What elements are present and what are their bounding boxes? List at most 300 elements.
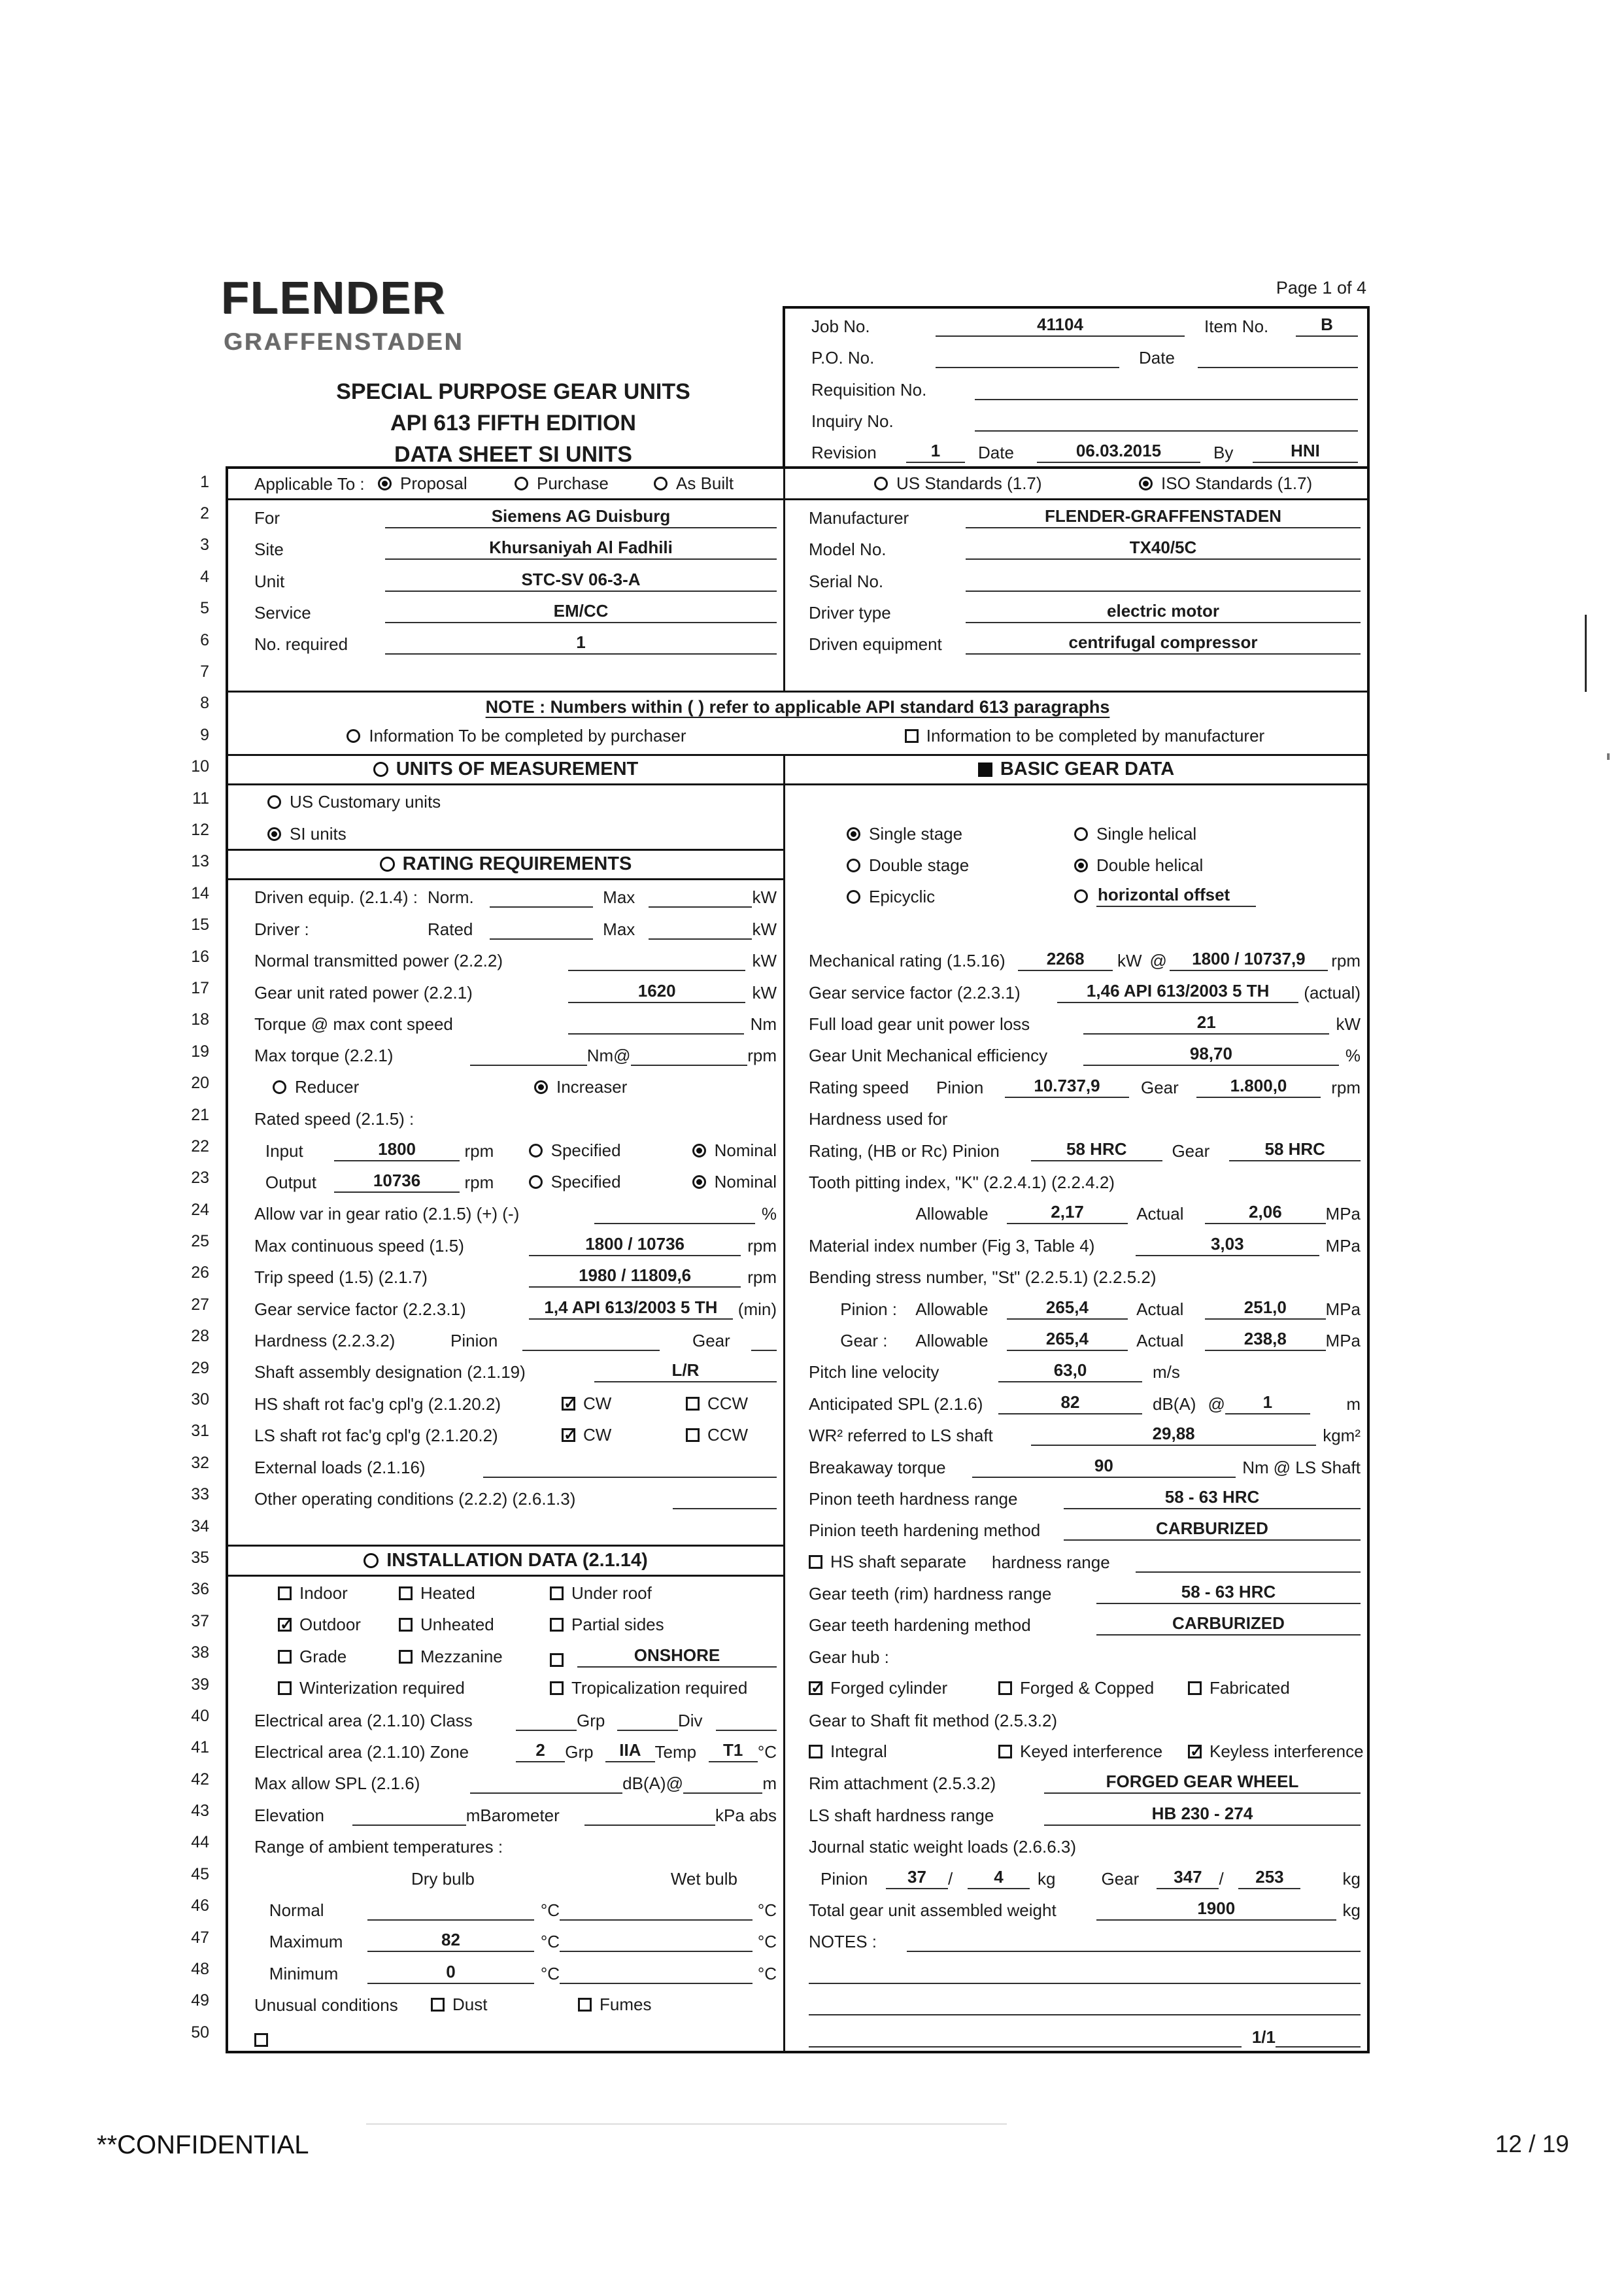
field-label: LS shaft hardness range	[809, 1805, 994, 1825]
field-label: Unit	[254, 571, 285, 591]
field-value-text: FLENDER-GRAFFENSTADEN	[1044, 505, 1282, 526]
form-cell-left	[228, 1292, 785, 1323]
form-cell-left	[228, 912, 785, 943]
field-value	[936, 366, 1119, 368]
field-value-text: EM/CC	[553, 600, 609, 621]
radio-label: Purchase	[537, 473, 609, 494]
radio-icon	[378, 477, 392, 490]
checkbox-icon	[686, 1428, 700, 1442]
form-cell-left	[228, 880, 785, 912]
form-row	[228, 532, 1367, 564]
checkbox-option	[998, 1741, 1188, 1762]
checkbox-label: Heated	[420, 1583, 475, 1603]
row-number: 18	[191, 1010, 209, 1029]
form-cell-left	[228, 1070, 785, 1101]
row-number-gutter	[183, 466, 214, 2049]
scan-artifact-line	[366, 2123, 1007, 2125]
confidential-watermark: **CONFIDENTIAL	[97, 2131, 309, 2159]
field-value	[809, 2013, 1361, 2015]
radio-icon	[847, 859, 860, 872]
field-label: Gear	[692, 1330, 730, 1350]
form-cell-right	[785, 1133, 1367, 1165]
radio-label: Epicyclic	[869, 887, 936, 907]
row-number: 5	[200, 599, 209, 618]
row-number: 3	[200, 536, 209, 555]
field-label: Gear :	[840, 1330, 888, 1350]
checkbox-option	[278, 1583, 399, 1604]
radio-option	[692, 1172, 777, 1193]
row-number: 4	[200, 567, 209, 586]
field-value	[1276, 2046, 1361, 2048]
checkbox-option	[399, 1647, 550, 1668]
field-label: kg	[1342, 1868, 1361, 1889]
row-number: 33	[191, 1485, 209, 1504]
checkbox-option	[278, 1678, 550, 1699]
field-value	[1044, 1772, 1361, 1794]
field-label: Inquiry No.	[811, 411, 894, 431]
field-label: (actual)	[1304, 982, 1361, 1002]
checkbox-option	[431, 1995, 578, 2015]
row-number: 44	[191, 1833, 209, 1852]
field-value	[673, 1507, 777, 1509]
field-value-text: Khursaniyah Al Fadhili	[489, 538, 673, 558]
radio-option	[378, 473, 515, 494]
form-row	[228, 1133, 1367, 1165]
form-cell-right	[785, 1513, 1367, 1545]
field-label: Hardness (2.2.3.2)	[254, 1330, 396, 1350]
radio-option	[1074, 824, 1196, 845]
field-label: Barometer	[480, 1805, 560, 1825]
form-row	[228, 1482, 1367, 1513]
checkbox-option	[1188, 1741, 1364, 1762]
radio-label: Specified	[550, 1171, 621, 1191]
checkbox-label: CCW	[707, 1393, 749, 1413]
field-value	[709, 1740, 758, 1762]
field-value	[1170, 949, 1328, 971]
radio-label: horizontal offset	[1096, 885, 1256, 907]
row-number: 47	[191, 1928, 209, 1947]
datasheet-form	[226, 466, 1370, 2053]
row-number: 26	[191, 1263, 209, 1282]
field-value	[605, 1740, 654, 1762]
field-label: Output	[265, 1172, 316, 1192]
title-line-1: SPECIAL PURPOSE GEAR UNITS	[336, 379, 690, 404]
radio-icon	[515, 477, 528, 490]
checkbox-icon	[998, 1745, 1012, 1758]
field-label: 1/1	[1251, 2027, 1276, 2047]
field-value-text: B	[1321, 315, 1333, 335]
row-number: 13	[191, 852, 209, 871]
checkbox-label: Keyless interference	[1210, 1741, 1364, 1762]
job-row	[785, 340, 1367, 371]
form-cell-left	[228, 1102, 785, 1133]
field-value-text: 1	[1262, 1392, 1273, 1412]
field-value	[1007, 1202, 1127, 1224]
field-value	[1018, 949, 1113, 971]
checkbox-option	[809, 1552, 985, 1573]
checkbox-label: Keyed interference	[1020, 1741, 1163, 1762]
radio-option	[267, 824, 347, 845]
form-row	[228, 500, 1367, 532]
field-label: rpm	[1331, 951, 1361, 971]
field-value-text: 1900	[1197, 1898, 1236, 1918]
radio-label: As Built	[676, 473, 734, 494]
field-value	[809, 2046, 1242, 2048]
form-row	[228, 1988, 1367, 2019]
field-label: kW	[752, 951, 777, 971]
form-row	[228, 1639, 1367, 1671]
form-row	[228, 1418, 1367, 1450]
field-label: kW	[1117, 951, 1142, 971]
checkbox-label: Partial sides	[571, 1615, 664, 1635]
field-label: LS shaft rot fac'g cpl'g (2.1.20.2)	[254, 1426, 498, 1446]
field-value-text: ONSHORE	[634, 1645, 720, 1665]
field-label: Gear to Shaft fit method (2.5.3.2)	[809, 1710, 1058, 1730]
form-cell-left	[228, 1861, 785, 1893]
field-value	[1096, 1582, 1361, 1604]
field-label: Dry bulb	[411, 1868, 475, 1889]
radio-option	[267, 792, 441, 813]
form-cell-left	[228, 1260, 785, 1292]
field-value-text: 3,03	[1210, 1233, 1244, 1254]
field-value	[470, 1792, 622, 1794]
form-row	[228, 659, 1367, 690]
field-value	[972, 1456, 1236, 1478]
checkbox-label: Grade	[299, 1646, 347, 1666]
form-cell-left	[228, 1639, 785, 1671]
field-label: Gear hub :	[809, 1647, 889, 1667]
checkbox-icon	[809, 1681, 822, 1695]
form-cell-left	[228, 1418, 785, 1450]
row-number: 31	[191, 1422, 209, 1441]
checkbox-label: Mezzanine	[420, 1646, 503, 1666]
field-value	[975, 398, 1358, 400]
form-cell-right	[785, 944, 1367, 975]
field-label: Gear service factor (2.2.3.1)	[254, 1299, 466, 1319]
field-label: Allowable	[915, 1330, 989, 1350]
form-cell-left	[228, 2019, 785, 2051]
field-label: Elevation	[254, 1805, 324, 1825]
field-label: rpm	[747, 1046, 777, 1066]
radio-icon	[273, 1080, 286, 1094]
radio-option	[874, 473, 1139, 494]
form-cell-right	[785, 1830, 1367, 1861]
field-label: Item No.	[1204, 317, 1269, 337]
form-row	[228, 1577, 1367, 1608]
field-value-text: 2,06	[1249, 1202, 1282, 1222]
form-cell-left	[228, 817, 785, 848]
checkbox-icon	[905, 729, 919, 743]
form-cell-left	[228, 1513, 785, 1545]
checkbox-label: Information to be completed by manufacturer	[926, 726, 1265, 746]
field-value-text: HNI	[1291, 441, 1320, 461]
form-cell-left	[228, 1671, 785, 1703]
checkbox-label: Under roof	[571, 1583, 652, 1603]
field-label: External loads (2.1.16)	[254, 1457, 426, 1477]
field-label: Allow var in gear ratio (2.1.5) (+) (-)	[254, 1204, 520, 1224]
field-label: °C	[757, 1742, 777, 1762]
form-cell-left	[228, 1228, 785, 1259]
field-label: P.O. No.	[811, 348, 875, 368]
radio-icon	[267, 795, 281, 809]
radio-icon	[654, 477, 668, 490]
field-label: °C	[757, 1900, 777, 1920]
field-value	[385, 632, 777, 655]
row-number: 39	[191, 1675, 209, 1694]
form-cell-right	[785, 1482, 1367, 1513]
field-label: Bending stress number, "St" (2.2.5.1) (2.2.5.2)	[809, 1267, 1157, 1288]
form-cell-left	[228, 500, 785, 532]
form-cell-right	[785, 1355, 1367, 1386]
field-label: Material index number (Fig 3, Table 4)	[809, 1235, 1095, 1256]
form-cell-right	[785, 500, 1367, 532]
radio-option	[847, 855, 1074, 876]
checkbox-icon	[809, 1555, 822, 1569]
graffenstaden-logo: GRAFFENSTADEN	[224, 328, 464, 355]
checkbox-label: Forged & Copped	[1020, 1678, 1155, 1698]
checkbox-option	[578, 1995, 651, 2015]
field-value	[1196, 1076, 1321, 1098]
row-number: 36	[191, 1580, 209, 1599]
checkbox-option	[562, 1425, 686, 1446]
radio-option	[1139, 473, 1312, 494]
scan-artifact-speck	[1607, 753, 1610, 760]
form-row	[228, 1861, 1367, 1893]
form-row	[228, 975, 1367, 1006]
row-number: 35	[191, 1548, 209, 1567]
field-label: Unusual conditions	[254, 1995, 398, 2015]
form-cell-right	[785, 659, 1367, 690]
field-value-text: 2,17	[1051, 1202, 1084, 1222]
row-number: 45	[191, 1864, 209, 1883]
form-cell-right	[785, 1292, 1367, 1323]
field-label: Range of ambient temperatures :	[254, 1837, 503, 1857]
field-label: %	[761, 1204, 777, 1224]
field-label: %	[1345, 1046, 1361, 1066]
row-number: 9	[200, 725, 209, 744]
field-value-text: 1800 / 10736	[585, 1233, 685, 1254]
form-cell-left	[228, 1577, 785, 1608]
form-cell-right	[785, 975, 1367, 1006]
field-value	[516, 1729, 577, 1731]
field-value	[1205, 1329, 1325, 1351]
field-label: Serial No.	[809, 571, 884, 591]
field-value-text: 06.03.2015	[1075, 441, 1162, 461]
row-number: 25	[191, 1232, 209, 1251]
row-number: 7	[200, 662, 209, 681]
field-value	[1225, 1392, 1310, 1414]
row-number: 38	[191, 1643, 209, 1662]
form-cell-left	[228, 596, 785, 627]
checkbox-icon	[278, 1681, 292, 1695]
row-number: 22	[191, 1137, 209, 1156]
row-number: 28	[191, 1327, 209, 1346]
row-number: 17	[191, 978, 209, 997]
field-label: kg	[1342, 1900, 1361, 1920]
radio-label: US Customary units	[290, 792, 441, 812]
field-value	[385, 570, 777, 592]
field-label: Actual	[1136, 1330, 1184, 1350]
form-row	[228, 469, 1367, 500]
field-label: Rim attachment (2.5.3.2)	[809, 1773, 996, 1794]
field-label: Maximum	[269, 1932, 343, 1952]
checkbox-label: Outdoor	[299, 1615, 361, 1635]
section-header-label: UNITS OF MEASUREMENT	[396, 759, 639, 780]
row-number: 11	[192, 789, 209, 808]
field-value-text: 1	[576, 632, 586, 653]
form-row	[228, 1102, 1367, 1133]
form-cell-right	[785, 1703, 1367, 1734]
title-line-2: API 613 FIFTH EDITION	[390, 411, 636, 436]
field-label: Driver :	[254, 919, 309, 939]
form-cell-right	[785, 1925, 1367, 1956]
field-value	[751, 1349, 777, 1351]
checkbox-option	[562, 1394, 686, 1414]
field-label: Temp	[654, 1742, 697, 1762]
field-value	[594, 1222, 755, 1224]
radio-label: Nominal	[714, 1171, 777, 1191]
field-label: kW	[752, 887, 777, 908]
field-value-text: 10.737,9	[1034, 1075, 1100, 1095]
form-cell-right	[785, 1324, 1367, 1355]
field-label: rpm	[464, 1140, 494, 1161]
form-cell-left	[228, 564, 785, 595]
checkbox-icon	[431, 1998, 445, 2012]
field-value	[1157, 1867, 1219, 1889]
field-label: @	[613, 1046, 631, 1066]
row-number: 50	[191, 2023, 209, 2042]
field-value-text: HB 230 - 274	[1151, 1803, 1253, 1823]
checkbox-label: Indoor	[299, 1583, 348, 1603]
form-row	[228, 1703, 1367, 1734]
field-label: MPa	[1325, 1330, 1361, 1350]
field-label: kPa abs	[715, 1805, 777, 1825]
row-number: 29	[191, 1358, 209, 1377]
radio-icon	[1074, 859, 1088, 872]
job-row	[785, 371, 1367, 403]
field-value	[716, 1729, 777, 1731]
field-label: Max torque (2.2.1)	[254, 1046, 394, 1066]
form-cell-left	[228, 1386, 785, 1418]
form-cell-right	[785, 1577, 1367, 1608]
field-label: kW	[1336, 1014, 1361, 1035]
checkbox-icon	[550, 1618, 564, 1632]
form-cell-right	[785, 785, 1367, 817]
checkbox-icon	[550, 1586, 564, 1600]
checkbox-icon	[399, 1618, 413, 1632]
row-number: 40	[191, 1706, 209, 1725]
form-cell-left	[228, 1703, 785, 1734]
field-label: Model No.	[809, 540, 887, 560]
section-header-label: BASIC GEAR DATA	[1000, 759, 1175, 780]
field-value-text: 37	[907, 1866, 926, 1887]
field-label: Total gear unit assembled weight	[809, 1900, 1057, 1920]
field-label: @	[1208, 1394, 1225, 1414]
section-header	[228, 756, 785, 783]
checkbox-icon	[562, 1397, 575, 1411]
field-label: rpm	[747, 1267, 777, 1288]
checkbox-icon	[998, 1681, 1012, 1695]
form-cell-right	[785, 1956, 1367, 1987]
field-value	[529, 1265, 741, 1288]
row-number: 23	[191, 1169, 209, 1188]
checkbox-icon	[550, 1681, 564, 1695]
field-value	[1007, 1329, 1127, 1351]
field-label: Revision	[811, 443, 877, 463]
field-value-text: 1,4 API 613/2003 5 TH	[544, 1297, 718, 1317]
field-value	[1064, 1518, 1361, 1541]
form-cell-left	[228, 1007, 785, 1038]
form-cell-left	[228, 532, 785, 564]
form-row	[228, 912, 1367, 943]
field-value-text: 63,0	[1053, 1360, 1087, 1380]
form-row	[228, 691, 1367, 722]
field-value-text: 41104	[1037, 315, 1083, 335]
field-label: Nm	[750, 1014, 777, 1035]
field-value-text: 58 HRC	[1066, 1139, 1127, 1159]
field-value-text: 90	[1094, 1455, 1113, 1475]
field-label: m	[762, 1773, 777, 1794]
field-label: Driven equipment	[809, 634, 942, 655]
row-number: 42	[191, 1770, 209, 1789]
field-value	[385, 506, 777, 528]
field-label: °C	[757, 1963, 777, 1983]
job-row	[785, 435, 1367, 466]
form-row	[228, 817, 1367, 848]
field-label: Gear teeth hardening method	[809, 1615, 1031, 1636]
field-value	[1229, 1139, 1361, 1161]
section-header-label: RATING REQUIREMENTS	[402, 853, 632, 875]
form-cell-left	[228, 1893, 785, 1925]
field-value	[975, 430, 1358, 432]
flender-logo: FLENDER	[221, 272, 447, 323]
checkbox-option	[399, 1615, 550, 1636]
field-label: kgm²	[1323, 1426, 1361, 1446]
form-cell-right	[785, 1766, 1367, 1798]
field-label: Driven equip. (2.1.4) :	[254, 887, 418, 908]
row-number: 10	[191, 757, 209, 776]
field-value-text: IIA	[619, 1740, 641, 1760]
form-row	[228, 849, 1367, 880]
form-row	[228, 880, 1367, 912]
field-value	[568, 1033, 744, 1035]
field-label: Actual	[1136, 1299, 1184, 1319]
field-label: °C	[540, 1900, 560, 1920]
field-value-text: 2	[535, 1740, 545, 1760]
field-label: Pinion teeth hardening method	[809, 1520, 1041, 1541]
field-label: kW	[752, 919, 777, 939]
form-row	[228, 1798, 1367, 1829]
radio-label: Double stage	[869, 855, 970, 876]
field-label: Wet bulb	[670, 1868, 737, 1889]
form-cell-right	[785, 817, 1367, 848]
radio-icon	[874, 477, 888, 490]
form-cell-left	[228, 1798, 785, 1829]
field-label: Other operating conditions (2.2.2) (2.6.1.3)	[254, 1488, 576, 1509]
field-label: Site	[254, 540, 284, 560]
checkbox-label: Forged cylinder	[830, 1678, 948, 1698]
radio-label: Single helical	[1096, 823, 1197, 844]
row-number: 16	[191, 947, 209, 966]
field-label: Anticipated SPL (2.1.6)	[809, 1394, 983, 1414]
radio-icon	[692, 1144, 706, 1157]
form-cell-right	[785, 1735, 1367, 1766]
section-header-label: INSTALLATION DATA (2.1.14)	[386, 1549, 648, 1571]
checkbox-icon	[562, 1428, 575, 1442]
form-cell-right	[785, 880, 1367, 912]
field-value-text: TX40/5C	[1129, 538, 1197, 558]
form-cell-left	[228, 627, 785, 659]
